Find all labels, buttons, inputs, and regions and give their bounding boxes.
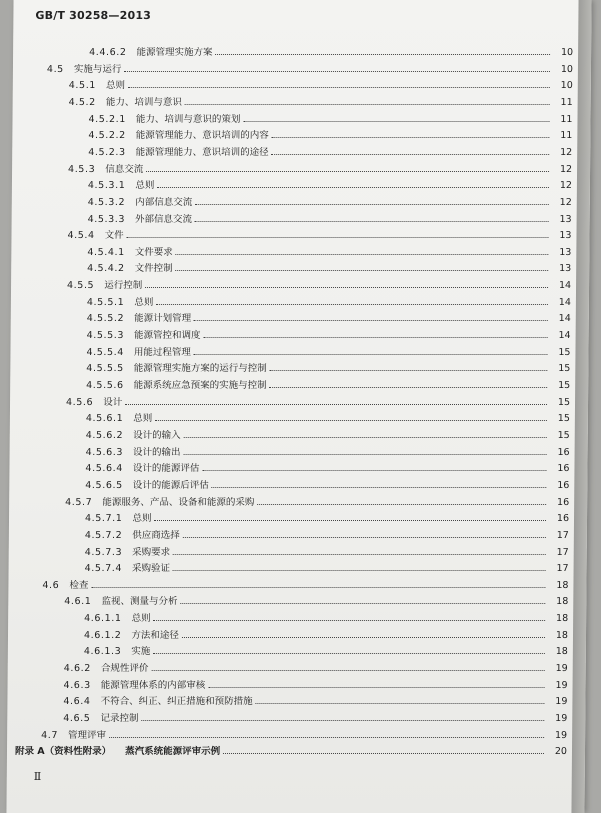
toc-entry-number: 4.5.3.1 [87, 180, 126, 192]
toc-leader-dots [176, 270, 549, 271]
toc-entry-title: 方法和途径 [131, 629, 180, 641]
toc-entry[interactable] [85, 475, 569, 491]
toc-entry-title: 用能过程管理 [133, 346, 191, 358]
toc-entry-title: 文件 [104, 230, 124, 242]
toc-entry[interactable] [64, 658, 568, 674]
toc-entry-number: 4.5.5.2 [86, 313, 125, 325]
toc-entry-page: 12 [559, 163, 573, 175]
toc-leader-dots [151, 670, 544, 671]
document-page [6, 0, 591, 813]
toc-entry-number: 4.5.1 [68, 80, 97, 92]
toc-entry[interactable] [65, 492, 569, 508]
toc-entry-page: 19 [555, 679, 568, 691]
toc-leader-dots [125, 404, 547, 405]
toc-entry-title: 设计 [103, 396, 123, 408]
toc-entry-page: 14 [558, 313, 571, 325]
toc-entry[interactable] [66, 392, 570, 408]
toc-entry-title: 设计的能源后评估 [132, 479, 209, 491]
toc-entry-number: 4.5.5.4 [86, 346, 124, 358]
toc-entry-title: 能源计划管理 [134, 313, 192, 325]
toc-entry[interactable] [88, 109, 572, 125]
toc-entry-number: 4.5.3.2 [87, 196, 126, 208]
toc-entry[interactable] [88, 142, 572, 158]
toc-entry-number: 4.5.2.3 [88, 146, 126, 158]
toc-entry[interactable] [68, 159, 572, 175]
toc-entry-page: 15 [557, 396, 571, 408]
toc-entry-number: 4.5.6.3 [85, 446, 124, 458]
toc-entry-title: 不符合、纠正、纠正措施和预防措施 [100, 696, 253, 708]
toc-entry-title: 总则 [133, 413, 153, 425]
toc-leader-dots [270, 387, 548, 388]
toc-leader-dots [257, 504, 546, 505]
toc-entry-title: 文件控制 [134, 263, 173, 275]
toc-entry-number: 4.5.5.1 [86, 296, 125, 308]
toc-entry-title: 实施与运行 [73, 63, 122, 75]
toc-entry-number: 4.5.6 [65, 396, 94, 408]
toc-entry-number: 4.5.4.1 [87, 246, 125, 258]
toc-entry-title: 管理评审 [68, 729, 107, 741]
toc-entry-number: 4.6.1.2 [83, 629, 122, 641]
toc-entry[interactable] [85, 458, 569, 474]
toc-entry-title: 信息交流 [105, 163, 144, 175]
toc-entry-page: 16 [557, 463, 570, 475]
toc-entry-title: 设计的输入 [133, 429, 181, 441]
toc-leader-dots [154, 520, 546, 521]
toc-entry-page: 13 [559, 230, 572, 242]
toc-entry-number: 4.5.5.6 [86, 380, 124, 391]
toc-entry[interactable] [87, 292, 571, 308]
toc-leader-dots [216, 54, 551, 55]
toc-leader-dots [156, 304, 548, 305]
toc-entry-number: 4.7 [41, 729, 59, 741]
toc-leader-dots [141, 720, 544, 721]
toc-entry[interactable] [84, 608, 568, 624]
toc-entry-number: 4.5.7.2 [84, 529, 123, 541]
toc-entry-number: 4.5.3.3 [87, 213, 126, 225]
toc-entry-title: 供应商选择 [132, 529, 180, 541]
toc-entry[interactable] [88, 175, 572, 191]
toc-entry-page: 14 [558, 330, 571, 342]
toc-entry-number: 4.5.2.2 [88, 130, 126, 142]
toc-leader-dots [153, 653, 545, 654]
toc-entry-number: 4.5 [46, 63, 64, 75]
toc-entry-page: 16 [557, 496, 570, 508]
toc-entry-number: 4.6.1 [64, 596, 92, 608]
toc-entry[interactable] [86, 342, 570, 358]
toc-entry[interactable] [47, 59, 573, 75]
toc-entry-number: 附录 A（资料性附录） [14, 746, 112, 758]
toc-entry-number: 4.6.5 [63, 713, 91, 724]
toc-entry[interactable] [67, 225, 571, 241]
toc-entry-page: 17 [556, 546, 569, 558]
toc-entry-title: 设计的输出 [132, 446, 181, 458]
toc-entry[interactable] [69, 92, 573, 108]
toc-entry-number: 4.5.2 [68, 96, 96, 108]
toc-leader-dots [184, 437, 547, 438]
toc-entry-title: 能源管理实施方案的运行与控制 [133, 363, 267, 375]
toc-leader-dots [109, 737, 544, 738]
toc-entry[interactable] [85, 558, 569, 574]
toc-leader-dots [194, 320, 548, 321]
toc-leader-dots [157, 187, 549, 188]
toc-entry-page: 12 [559, 180, 572, 192]
toc-leader-dots [173, 554, 546, 555]
toc-entry-page: 14 [558, 296, 571, 308]
toc-leader-dots [208, 687, 544, 688]
toc-entry[interactable] [88, 192, 572, 208]
toc-entry-title: 能力、培训与意识 [105, 96, 182, 108]
toc-entry-title: 能源系统应急预案的实施与控制 [133, 380, 267, 391]
toc-leader-dots [195, 204, 549, 205]
toc-entry-page: 15 [557, 429, 570, 441]
standard-code-header: GB/T 30258—2013 [35, 9, 152, 22]
toc-entry-number: 4.4.6.2 [89, 47, 127, 58]
toc-entry-page: 11 [560, 96, 573, 108]
toc-entry-number: 4.5.2.1 [88, 113, 126, 125]
toc-leader-dots [124, 71, 550, 72]
toc-entry[interactable] [85, 508, 569, 524]
toc-entry-title: 文件要求 [134, 246, 173, 258]
toc-entry-number: 4.5.3 [68, 163, 96, 175]
toc-entry-page: 15 [558, 380, 571, 391]
toc-entry-title: 外部信息交流 [135, 213, 193, 225]
toc-entry[interactable] [88, 209, 572, 225]
toc-leader-dots [127, 237, 549, 238]
toc-entry[interactable] [84, 641, 568, 657]
toc-entry[interactable] [88, 125, 572, 141]
toc-entry-number: 4.5.7 [65, 496, 93, 508]
toc-entry-page: 12 [560, 146, 573, 158]
toc-entry-page: 16 [557, 446, 570, 458]
toc-leader-dots [176, 254, 549, 255]
toc-leader-dots [194, 354, 548, 355]
toc-entry-number: 4.5.6.2 [85, 429, 124, 441]
toc-leader-dots [173, 570, 546, 571]
toc-entry[interactable] [84, 625, 568, 641]
toc-entry-title: 总则 [132, 513, 152, 525]
toc-leader-dots [91, 587, 545, 588]
toc-entry-page: 18 [555, 629, 569, 641]
toc-entry[interactable] [41, 725, 567, 741]
toc-entry-page: 17 [556, 563, 569, 575]
toc-entry[interactable] [15, 741, 567, 757]
toc-entry-page: 18 [556, 596, 569, 608]
toc-leader-dots [145, 287, 548, 288]
toc-entry-page: 18 [556, 613, 569, 625]
toc-entry-page: 11 [560, 113, 573, 125]
toc-entry-number: 4.5.7.1 [84, 513, 123, 525]
toc-entry[interactable] [42, 575, 568, 591]
toc-entry[interactable] [67, 275, 571, 291]
toc-entry[interactable] [63, 708, 567, 724]
toc-entry[interactable] [86, 408, 570, 424]
toc-entry-title: 能源管理能力、意识培训的内容 [135, 130, 269, 142]
toc-entry[interactable] [87, 242, 571, 258]
toc-entry-title: 内部信息交流 [135, 196, 193, 208]
toc-entry-page: 16 [556, 513, 570, 525]
toc-entry-title: 总则 [131, 613, 151, 625]
toc-entry-title: 采购要求 [132, 546, 171, 558]
toc-leader-dots [272, 154, 550, 155]
toc-entry-number: 4.6 [42, 579, 60, 591]
toc-leader-dots [272, 137, 550, 138]
toc-entry-number: 4.5.5 [67, 280, 95, 292]
toc-entry-page: 10 [560, 80, 573, 92]
toc-entry-title: 监视、测量与分析 [101, 596, 178, 608]
toc-entry-number: 4.5.5.5 [86, 363, 124, 375]
toc-leader-dots [195, 221, 549, 222]
toc-entry[interactable] [89, 42, 573, 58]
toc-entry-page: 12 [559, 196, 572, 208]
toc-entry-page: 20 [554, 746, 568, 758]
toc-leader-dots [184, 454, 547, 455]
toc-entry-title: 能源服务、产品、设备和能源的采购 [102, 496, 255, 508]
toc-entry-page: 13 [559, 263, 572, 275]
toc-entry[interactable] [63, 691, 567, 707]
toc-entry-page: 10 [560, 47, 574, 58]
toc-entry-title: 蒸汽系统能源评审示例 [125, 746, 221, 758]
toc-entry-title: 实施 [131, 646, 151, 658]
toc-entry-number: 4.6.4 [63, 696, 91, 708]
toc-entry-title: 总则 [135, 180, 155, 192]
toc-entry-page: 15 [558, 363, 571, 375]
toc-entry-title: 能源管理实施方案 [136, 47, 213, 58]
toc-entry-page: 19 [554, 729, 568, 741]
toc-entry-number: 4.5.4.2 [87, 263, 125, 275]
toc-entry-page: 13 [559, 246, 572, 258]
toc-entry-title: 能源管理能力、意识培训的途径 [135, 146, 269, 158]
toc-entry-title: 运行控制 [104, 280, 143, 292]
toc-entry[interactable] [86, 425, 570, 441]
toc-leader-dots [155, 420, 547, 421]
toc-entry-page: 15 [558, 346, 571, 358]
toc-entry[interactable] [64, 675, 568, 691]
toc-entry-number: 4.6.1.1 [84, 613, 122, 625]
toc-entry-title: 能力、培训与意识的策划 [135, 113, 241, 125]
toc-entry-number: 4.5.4 [67, 230, 95, 242]
page-edge-shadow [571, 0, 591, 813]
toc-entry[interactable] [86, 375, 570, 391]
page-roman-numeral: Ⅱ [33, 770, 42, 783]
toc-leader-dots [180, 603, 545, 604]
toc-leader-dots [212, 487, 547, 488]
toc-entry-title: 记录控制 [100, 713, 139, 724]
toc-entry[interactable] [85, 525, 569, 541]
toc-entry-page: 19 [555, 663, 568, 675]
toc-entry[interactable] [87, 308, 571, 324]
toc-leader-dots [202, 470, 546, 471]
toc-entry-title: 总则 [134, 296, 154, 308]
toc-leader-dots [223, 753, 544, 754]
toc-leader-dots [243, 121, 549, 122]
toc-entry-page: 19 [555, 696, 568, 708]
toc-leader-dots [128, 87, 550, 88]
toc-entry-page: 17 [556, 529, 569, 541]
toc-entry[interactable] [69, 75, 573, 91]
toc-entry[interactable] [86, 442, 570, 458]
toc-entry-number: 4.5.6.4 [85, 463, 123, 475]
toc-entry-page: 13 [559, 213, 572, 225]
toc-entry-title: 总则 [105, 80, 126, 92]
toc-entry-page: 15 [557, 413, 570, 425]
toc-leader-dots [183, 537, 546, 538]
toc-leader-dots [182, 637, 545, 638]
toc-entry-number: 4.5.6.5 [85, 479, 123, 491]
toc-entry[interactable] [87, 325, 571, 341]
toc-entry[interactable] [85, 542, 569, 558]
toc-entry[interactable] [87, 258, 571, 274]
toc-entry-number: 4.5.5.3 [86, 330, 125, 342]
toc-leader-dots [256, 703, 545, 704]
toc-entry-number: 4.5.6.1 [85, 413, 124, 425]
toc-leader-dots [204, 337, 548, 338]
toc-entry-title: 能源管控和调度 [134, 330, 201, 342]
toc-entry-title: 检查 [69, 579, 89, 591]
toc-entry-page: 19 [555, 713, 568, 724]
toc-entry-title: 合规性评价 [100, 663, 149, 675]
toc-leader-dots [270, 370, 548, 371]
toc-entry-page: 14 [558, 280, 572, 292]
toc-entry-page: 10 [560, 63, 573, 75]
toc-entry-number: 4.6.3 [63, 679, 91, 691]
toc-entry-number: 4.5.7.4 [84, 563, 123, 575]
toc-entry[interactable] [64, 591, 568, 607]
toc-entry-number: 4.6.1.3 [83, 646, 122, 658]
toc-entry[interactable] [86, 358, 570, 374]
toc-entry-title: 能源管理体系的内部审核 [100, 679, 206, 691]
toc-leader-dots [185, 104, 550, 105]
toc-entry-page: 18 [555, 646, 568, 658]
toc-leader-dots [146, 171, 549, 172]
toc-entry-page: 11 [560, 130, 573, 142]
toc-entry-title: 采购验证 [131, 563, 171, 575]
toc-entry-title: 设计的能源评估 [132, 463, 200, 475]
toc-entry-page: 18 [556, 579, 569, 591]
toc-entry-page: 16 [557, 479, 570, 491]
toc-entry-number: 4.5.7.3 [84, 546, 123, 558]
toc-entry-number: 4.6.2 [63, 663, 91, 675]
toc-leader-dots [154, 620, 546, 621]
